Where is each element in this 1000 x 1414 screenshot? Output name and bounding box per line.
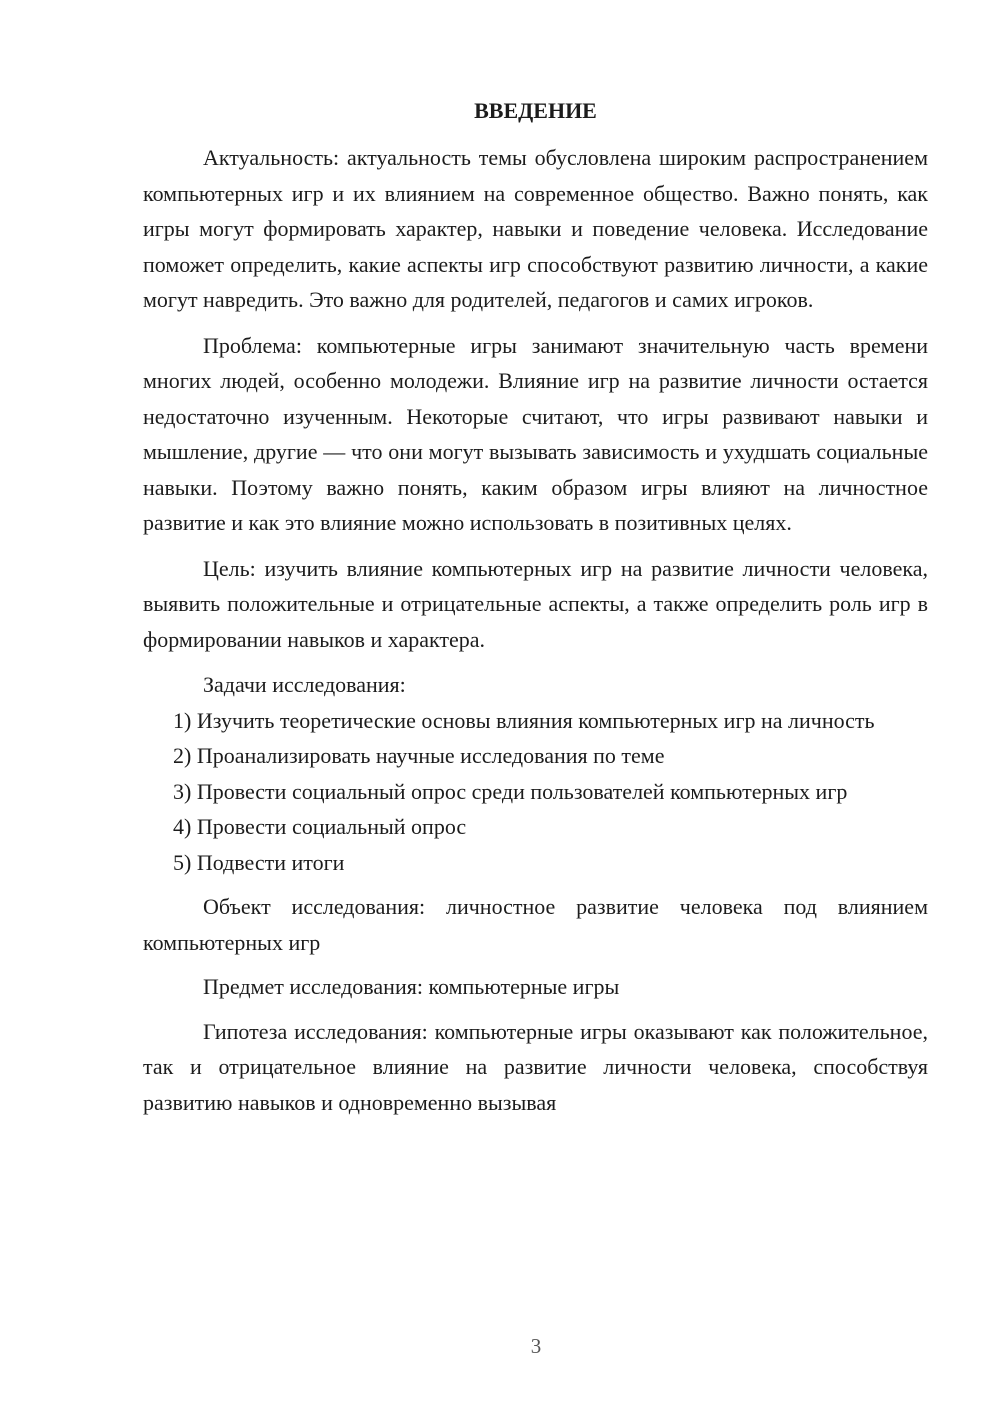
tasks-heading: Задачи исследования: [203,672,406,697]
paragraph-problem: Проблема: компьютерные игры занимают значительную часть времени многих людей, особенно молодежи. Влияние игр на развитие личности остается недостаточно изученным. Некоторые считают, что игры развивают навыки и мышление, другие — что они могут вызывать зависимость и ухудшать социальные навыки. Поэтому важно понять, каким образом игры влияют на личностное развитие и как это влияние можно использовать в позитивных целях. [143,332,928,535]
section-title: ВВЕДЕНИЕ [474,98,597,123]
task-item: 5) Подвести итоги [173,849,345,875]
task-item: 3) Провести социальный опрос среди пользователей компьютерных игр [173,778,848,804]
task-item: 1) Изучить теоретические основы влияния компьютерных игр на личность [173,707,875,733]
page-content [143,96,928,1120]
task-item: 4) Провести социальный опрос [173,814,467,839]
paragraph-object: Объект исследования: личностное развитие человека под влиянием компьютерных игр [143,894,928,955]
page-number: 3 [530,1334,542,1358]
task-item: 2) Проанализировать научные исследования по теме [173,743,665,768]
paragraph-hypothesis: Гипотеза исследования: компьютерные игры оказывают как положительное, так и отрицательное влияние на развитие личности человека, способствуя развитию навыков и одновременно вызывая [143,1018,928,1115]
paragraph-subject: Предмет исследования: компьютерные игры [203,974,620,999]
paragraph-relevance: Актуальность: актуальность темы обусловлена широким распространением компьютерных игр и их влиянием на современное общество. Важно понять, как игры могут формировать характер, навыки и поведение человека. Исследование поможет определить, какие аспекты игр способствуют развитию личности, а какие могут навредить. Это важно для родителей, педагогов и самих игроков. [143,145,928,312]
paragraph-goal: Цель: изучить влияние компьютерных игр на развитие личности человека, выявить положительные и отрицательные аспекты, а также определить роль игр в формировании навыков и характера. [143,555,928,652]
